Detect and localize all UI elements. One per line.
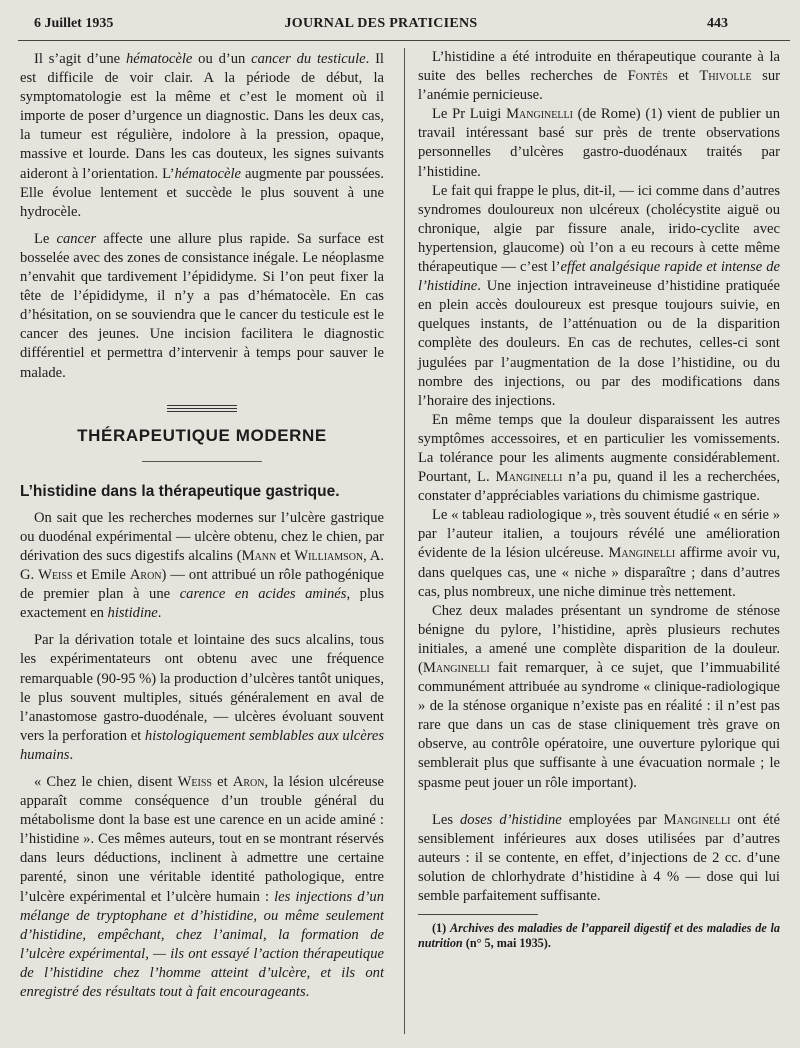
paragraph: « Chez le chien, disent Weiss et Aron, la lésion ulcéreuse apparaît comme conséquence d’un trouble général du métabolisme dont la base est une carence en un acide aminé : l’histidine ». Ces mêmes auteurs, tout en se montrant réservés dans leurs déductions, inclinent à admettre une certaine parenté, sinon une véritable identité pathologique, entre l’ulcère expérimental et l’ulcère humain : les injections d’un mélange de tryptophane et d’histidine, ou même seulement d’histidine, empêchant, chez l’animal, la formation de l’ulcère expérimental, — ils ont essayé l’action thérapeutique de l’histidine chez l’homme atteint d’ulcère, et ils ont enregistré des résultats tout à fait encourageants. [20, 774, 384, 1001]
left-column [20, 50, 384, 1002]
paragraph: Chez deux malades présentant un syndrome de sténose bénigne du pylore, l’histidine, après plusieurs rechutes initiales, a amené une complète disparition de la douleur. (Manginelli fait remarquer, à ce sujet, que l’immuabilité communément attribuée au syndrome « clinique-radiologique » de la sténose organique n’existe pas en réalité : il n’est pas rare que dans un cas de stase cliniquement très grave on observe, au contrôle opératoire, une ouverture pylorique qui semblerait plus que suffisante à une évacuation normale ; le spasme peut jouer un rôle important). [418, 602, 780, 791]
header-page-number: 443 [707, 16, 728, 31]
right-column [418, 48, 780, 951]
header-journal-title: JOURNAL DES PRATICIENS [284, 16, 478, 31]
paragraph: Il s’agit d’une hématocèle ou d’un cancer du testicule. Il est difficile de voir clair. A la période de début, la symptomatologie est la même et c’est le moment où il importe de poser d’urgence un diagnostic. Dans les deux cas, la tumeur est régulière, indolore à la pression, opaque, massive et lourde. Dans les cas douteux, les signes suivants aideront à l’orientation. L’hématocèle augmente par poussées. Elle évolue lentement et succède le plus souvent à une hydrocèle. [20, 51, 384, 220]
column-divider [404, 48, 405, 1034]
paragraph: Le cancer affecte une allure plus rapide. Sa surface est bosselée avec des zones de consistance inégale. Le néoplasme n’envahit que tardivement l’épididyme. Si l’on peut fixer la tête de l’épididyme, il n’y a pas d’hématocèle. En cas d’hésitation, on se souviendra que le cancer du testicule est le cancer des jeunes. Une incision facilitera le diagnostic différentiel et permettra d’intervenir à temps pour sauver le malade. [20, 230, 384, 381]
paragraph: Le Pr Luigi Manginelli (de Rome) (1) vient de publier un travail intéressant basé sur près de trente observations personnelles d’ulcères gastro-duodénaux traités par l’histidine. [418, 106, 781, 180]
footnote: (1) Archives des maladies de l’appareil digestif et des maladies de la nutrition (n° 5, mai 1935). [418, 921, 780, 951]
article-rule [142, 461, 262, 462]
paragraph: On sait que les recherches modernes sur l’ulcère gastrique ou duodénal expérimental — ulcère obtenu, chez le chien, par dérivation des sucs digestifs alcalins (Mann et Williamson, A. G. Weiss et Emile Aron) — ont attribué un rôle pathogénique de premier plan à une carence en acides aminés, plus exactement en histidine. [20, 509, 384, 622]
paragraph: Le « tableau radiologique », très souvent étudié « en série » par l’auteur italien, a toujours révélé une amélioration évidente de la lésion ulcéreuse. Manginelli affirme avoir vu, dans quelques cas, une « niche » disparaître ; dans d’autres cas, plus nombreux, une niche diminue très nettement. [418, 507, 780, 600]
footnote-rule [418, 914, 538, 915]
paragraph: L’histidine a été introduite en thérapeutique courante à la suite des belles recherches de Fontès et Thivolle sur l’anémie pernicieuse. [418, 49, 780, 104]
header-date: 6 Juillet 1935 [34, 16, 114, 31]
header-rule [18, 40, 790, 41]
paragraph: Les doses d’histidine employées par Manginelli ont été sensiblement inférieures aux doses utilisées par d’autres auteurs : il se contente, en effet, d’injections de 2 cc. d’une solution de chlorhydrate d’histidine à 4 % — dose qui lui semble parfaitement suffisante. [418, 811, 780, 905]
paragraph: Le fait qui frappe le plus, dit-il, — ici comme dans d’autres syndromes douloureux non ulcéreux (cholécystite aiguë ou chronique, algie par fissure anale, irido-cyclite avec hypertension, glaucome) où l’on a eu recours à cette même thérapeutique — c’est l’effet analgésique rapide et intense de l’histidine. Une injection intraveineuse d’histidine pratiquée en plein accès douloureux est presque toujours suivie, en quelques instants, de l’atténuation ou de la disparition complète des douleurs. En cas de rechutes, celles-ci sont jugulées par l’augmentation de la dose l’histidine, ou du nombre des injections, ou par des modifications dans l’horaire des injections. [418, 182, 780, 409]
section-separator [167, 405, 237, 412]
section-title: THÉRAPEUTIQUE MODERNE [77, 425, 327, 445]
paragraph: En même temps que la douleur disparaissent les autres symptômes accessoires, et en particulier les vomissements. La tolérance pour les aliments augmente considérablement. Pourtant, L. Manginelli n’a pu, quand il les a recherchées, constater d’appréciables variations du chimisme gastrique. [418, 411, 781, 505]
page-header [34, 16, 728, 38]
paragraph: Par la dérivation totale et lointaine des sucs alcalins, tous les expérimentateurs ont obtenu avec une fréquence remarquable (90-95 %) la production d’ulcères tantôt uniques, le plus souvent multiples, situés généralement en aval de l’anastomose gastro-duodénale, — ulcères évoluant souvent vers la perforation et histologiquement semblables aux ulcères humains. [20, 632, 384, 763]
article-title: L’histidine dans la thérapeutique gastrique. [20, 482, 340, 500]
